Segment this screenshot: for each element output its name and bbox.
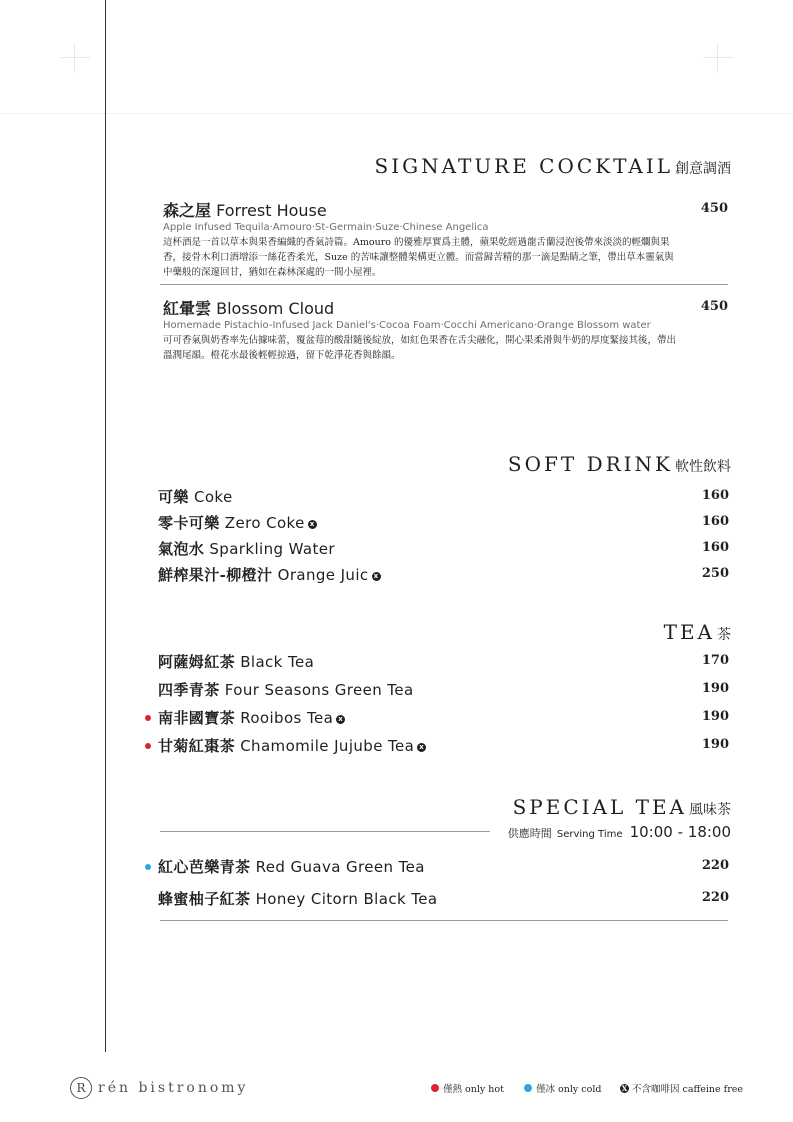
legend-label: 不含咖啡因 caffeine free bbox=[632, 1084, 743, 1095]
only-hot-dot-icon bbox=[145, 743, 151, 749]
legend-only-hot bbox=[431, 1081, 504, 1095]
item-name-zh: 氣泡水 bbox=[158, 540, 205, 558]
item-price: 160 bbox=[701, 488, 729, 503]
item-name-en: Sparkling Water bbox=[209, 540, 335, 558]
section-title-en: SOFT DRINK bbox=[507, 452, 673, 476]
legend-label: 僅熱 only hot bbox=[443, 1084, 504, 1095]
item-name-en: Coke bbox=[193, 488, 233, 506]
menu-item bbox=[158, 679, 729, 701]
section-title-zh: 茶 bbox=[717, 627, 731, 643]
cocktail-name bbox=[163, 198, 728, 221]
item-name-zh: 四季青茶 bbox=[158, 681, 220, 699]
vertical-rule bbox=[105, 0, 106, 1052]
item-name-en: Orange Juic bbox=[277, 566, 369, 584]
item-price: 170 bbox=[701, 653, 729, 668]
item-name-en: Zero Coke bbox=[224, 514, 305, 532]
item-price: 250 bbox=[701, 566, 729, 581]
serving-time-value: 10:00 - 18:00 bbox=[629, 823, 731, 841]
section-title-zh: 創意調酒 bbox=[675, 161, 731, 177]
item-name-zh: 鮮榨果汁-柳橙汁 bbox=[158, 566, 273, 584]
item-price: 220 bbox=[701, 858, 729, 873]
cocktail-item bbox=[163, 296, 728, 363]
item-name bbox=[158, 651, 314, 672]
cocktail-price: 450 bbox=[700, 201, 728, 216]
menu-item bbox=[158, 707, 729, 729]
section-title-zh: 軟性飲料 bbox=[675, 459, 731, 475]
cocktail-ingredients: Homemade Pistachio-Infused Jack Daniel's‧Cocoa Foam‧Cocchi Americano‧Orange Blossom water bbox=[163, 320, 651, 331]
item-name bbox=[158, 735, 426, 756]
cocktail-name-zh: 紅暈雲 bbox=[163, 299, 212, 318]
item-name bbox=[158, 856, 425, 877]
soft-drink-section-title bbox=[508, 452, 731, 476]
logo-mark-icon: R bbox=[70, 1077, 92, 1099]
serving-label-en: Serving Time bbox=[556, 829, 623, 840]
item-name-zh: 甘菊紅棗茶 bbox=[158, 737, 236, 755]
item-name bbox=[158, 707, 345, 728]
menu-item bbox=[158, 888, 729, 910]
item-price: 160 bbox=[701, 540, 729, 555]
legend-caffeine-free bbox=[620, 1081, 743, 1095]
menu-item bbox=[158, 512, 729, 534]
menu-item bbox=[158, 564, 729, 586]
item-name-en: Red Guava Green Tea bbox=[255, 858, 425, 876]
item-name-zh: 南非國寶茶 bbox=[158, 709, 236, 727]
cocktail-name-en: Forrest House bbox=[216, 201, 327, 220]
item-name bbox=[158, 679, 414, 700]
divider bbox=[160, 920, 728, 921]
item-name-zh: 可樂 bbox=[158, 488, 189, 506]
item-name bbox=[158, 538, 335, 559]
item-price: 220 bbox=[701, 890, 729, 905]
caffeine-free-icon: X bbox=[621, 1083, 628, 1093]
item-name-en: Chamomile Jujube Tea bbox=[240, 737, 415, 755]
item-price: 160 bbox=[701, 514, 729, 529]
brand-name: rén bistronomy bbox=[98, 1080, 249, 1096]
blue-dot-icon bbox=[524, 1084, 532, 1092]
section-title-en: SIGNATURE COCKTAIL bbox=[374, 154, 673, 178]
item-name bbox=[158, 888, 437, 909]
cocktail-description: 可可香氣與奶香率先佔據味蕾，覆盆莓的酸甜隨後綻放，如紅色果香在舌尖融化，開心果柔滑與牛奶的厚度緊接其後，帶出溫潤尾韻。橙花水最後輕輕掠過，留下乾淨花香與餘韻。 bbox=[163, 335, 677, 361]
serving-time bbox=[508, 822, 731, 841]
top-rule bbox=[0, 113, 793, 114]
cocktail-name-zh: 森之屋 bbox=[163, 201, 212, 220]
item-name-en: Rooibos Tea bbox=[240, 709, 334, 727]
crop-mark bbox=[60, 43, 90, 73]
cocktail-section-title bbox=[375, 154, 731, 178]
item-price: 190 bbox=[701, 737, 729, 752]
crop-mark bbox=[703, 43, 733, 73]
only-hot-dot-icon bbox=[145, 715, 151, 721]
cocktail-item bbox=[163, 198, 728, 280]
menu-item bbox=[158, 486, 729, 508]
caffeine-free-icon: x bbox=[372, 572, 381, 581]
section-title-en: TEA bbox=[663, 620, 715, 644]
brand-logo bbox=[70, 1077, 248, 1099]
item-name-zh: 紅心芭樂青茶 bbox=[158, 858, 251, 876]
caffeine-free-icon: x bbox=[336, 715, 345, 724]
item-name-en: Four Seasons Green Tea bbox=[224, 681, 414, 699]
item-price: 190 bbox=[701, 709, 729, 724]
serving-label-zh: 供應時間 bbox=[507, 827, 552, 840]
cocktail-description: 這杯酒是一首以草本與果香編織的香氣詩篇。Amouro 的優雅厚實爲主體，蘋果乾經過龍舌蘭浸泡後帶來淡淡的輕爛與果香，接骨木利口酒增添一絲花香柔光，Suze 的苦味讓整體架構更立體。而當歸苦精的那一滴是點睛之筆，帶出草本靈氣與中藥般的深邃回甘，猶如在森林深處的一間小屋裡。 bbox=[163, 237, 674, 278]
special-tea-section-title bbox=[513, 795, 731, 819]
cocktail-name-en: Blossom Cloud bbox=[216, 299, 335, 318]
caffeine-free-icon: x bbox=[308, 520, 317, 529]
divider bbox=[160, 284, 728, 285]
menu-item bbox=[158, 538, 729, 560]
item-name-en: Black Tea bbox=[240, 653, 315, 671]
caffeine-free-icon: x bbox=[417, 743, 426, 752]
divider bbox=[160, 831, 490, 832]
only-cold-dot-icon bbox=[145, 864, 151, 870]
item-name-zh: 零卡可樂 bbox=[158, 514, 220, 532]
legend-label: 僅冰 only cold bbox=[536, 1084, 602, 1095]
cocktail-ingredients: Apple Infused Tequila‧Amouro‧St-Germain‧Suze‧Chinese Angelica bbox=[163, 222, 489, 233]
item-name bbox=[158, 564, 381, 585]
section-title-zh: 風味茶 bbox=[689, 802, 731, 818]
cocktail-name bbox=[163, 296, 728, 319]
legend-only-cold bbox=[524, 1081, 601, 1095]
item-name-zh: 阿薩姆紅茶 bbox=[158, 653, 236, 671]
cocktail-price: 450 bbox=[700, 299, 728, 314]
menu-item bbox=[158, 735, 729, 757]
menu-item bbox=[158, 856, 729, 878]
red-dot-icon bbox=[431, 1084, 439, 1092]
section-title-en: SPECIAL TEA bbox=[512, 795, 687, 819]
menu-item bbox=[158, 651, 729, 673]
item-name-en: Honey Citorn Black Tea bbox=[255, 890, 438, 908]
item-name bbox=[158, 486, 233, 507]
item-price: 190 bbox=[701, 681, 729, 696]
tea-section-title bbox=[664, 620, 731, 644]
item-name-zh: 蜂蜜柚子紅茶 bbox=[158, 890, 251, 908]
item-name bbox=[158, 512, 317, 533]
